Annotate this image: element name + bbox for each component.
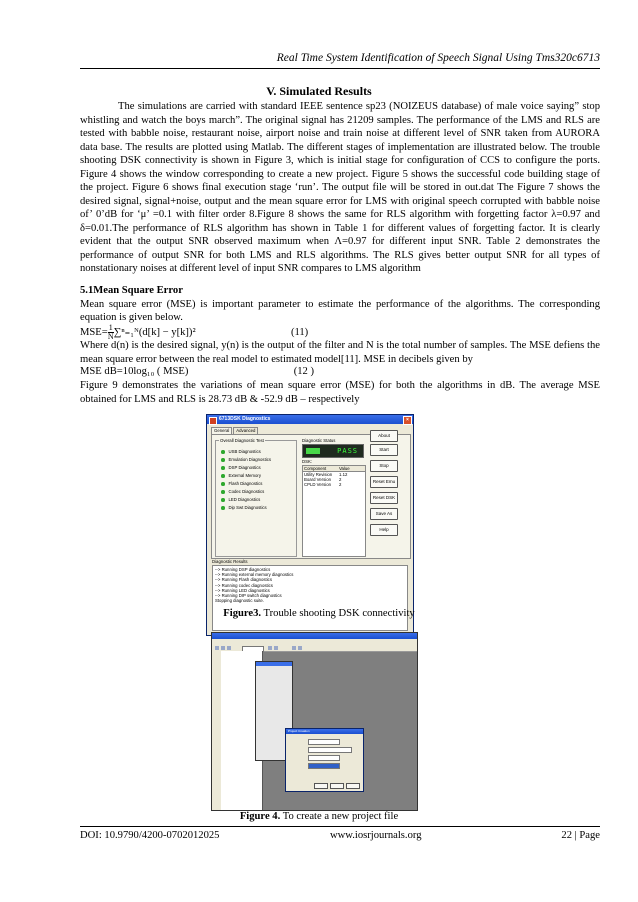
diag-item [221,481,262,486]
tab-general[interactable]: General [211,427,232,435]
toolbar-icon[interactable] [292,646,296,650]
status-progress-bar [306,448,320,454]
table-cell: Utility Revision [304,472,333,477]
status-led-icon [221,498,225,502]
table-cell: 2 [339,477,342,482]
figure-3-caption-text: Trouble shooting DSK connectivity [263,608,415,619]
status-led-icon [221,474,225,478]
eq1-numerator: 1 [108,323,113,332]
fig3-tabs [211,427,259,434]
footer-doi: DOI: 10.9790/4200-0702012025 [80,830,220,841]
dialog-titlebar: Project Creation [286,729,363,734]
help-button[interactable] [346,783,360,789]
eq1-body: ∑ⁿ₌₁ᴺ(d[k] − y[k])² [113,326,196,338]
table-row [303,482,365,487]
diag-item [221,465,261,470]
paragraph-1 [80,100,600,276]
figure-4-caption-label: Figure 4. [239,811,281,822]
stop-button[interactable]: Stop [370,460,398,472]
overall-test-label: Overall Diagnostic Test [220,438,264,443]
close-icon[interactable]: × [403,416,412,425]
reset-dsk-button[interactable]: Reset DSK [370,492,398,504]
status-led-icon [221,466,225,470]
about-button[interactable]: About [370,430,398,442]
paragraph-2-text: Mean square error (MSE) is important parameter to estimate the performance of the algorithms. The corresponding equation is given below. [80,298,600,323]
log-line: --> Running DIP switch diagnostics [215,593,282,599]
eq2-text: MSE dB=10log₁₀ ( MSE) [80,366,189,377]
fig3-window-title: 6713DSK Diagnostics [219,416,271,422]
status-led-icon [221,482,225,486]
toolbar-icon[interactable] [215,646,219,650]
diag-item [221,473,261,478]
header-rule [80,68,600,69]
diag-label: Flash Diagnostics [228,481,263,486]
fig3-general-panel [211,434,411,559]
table-cell: Board Version [304,477,331,482]
diag-label: External Memory [228,473,261,478]
diag-item [221,489,264,494]
log-line: --> Running Flash diagnostics [215,577,272,583]
footer-page: 22 | Page [561,830,600,841]
table-cell: 2 [339,482,342,487]
log-line: --> Running codec diagnostics [215,582,273,588]
paragraph-4 [80,379,600,406]
tab-advanced[interactable]: Advanced [233,427,258,435]
target-select[interactable] [308,763,340,769]
paragraph-2 [80,284,600,325]
subsection-title: 5.1Mean Square Error [80,285,183,296]
diag-label: USB Diagnostics [228,449,261,454]
diag-label: DSP Diagnostics [228,465,261,470]
figure-3-diagnostics-window [206,414,414,636]
diag-label: LED Diagnostics [228,497,261,502]
eq1-number: (11) [290,326,309,338]
diag-label: Codec Diagnostics [228,489,265,494]
toolbar-icon[interactable] [227,646,231,650]
footer-site: www.iosrjournals.org [330,830,422,841]
diag-item [221,497,260,502]
app-icon [209,417,217,425]
equation-12 [80,366,314,377]
project-creation-dialog [285,728,364,792]
figure-4-ccs-window [211,632,418,811]
figure-3-caption-label: Figure3. [223,608,262,619]
diag-item [221,457,271,462]
status-value: PASS [337,447,358,455]
log-line: --> Running LED diagnostics [215,587,270,593]
running-header: Real Time System Identification of Speech Signal Using Tms320c6713 [276,52,600,64]
figure-4-caption [0,811,638,822]
status-label: Diagnostic Status [302,438,336,443]
col-header-value: Value [339,466,350,471]
start-button[interactable]: Start [370,444,398,456]
log-line: Stopping diagnostic suite. [215,598,264,604]
col-header-component: Component [304,466,327,471]
results-label: Diagnostic Results [212,559,248,564]
save-as-button[interactable]: Save As [370,508,398,520]
footer-rule [80,826,600,827]
location-field[interactable] [308,747,352,753]
overall-test-group [215,440,297,557]
cancel-button[interactable] [330,783,344,789]
toolbar-icon[interactable] [298,646,302,650]
eq1-denominator: N [107,332,114,341]
figure-4-caption-text: To create a new project file [282,811,399,822]
help-button[interactable]: Help [370,524,398,536]
toolbar-icon[interactable] [274,646,278,650]
status-led-icon [221,506,225,510]
paragraph-1-text: The simulations are carried with standard IEEE sentence sp23 (NOIZEUS database) of male voice saying” stop whistling and watch the boys march”. The original signal has 21209 samples. The performance of the LMS and RLS are tested with babble noise, restaurant noise, airport noise and train noise at different level of SNR taken from AURORA data base. The results are plotted using Matlab. The different stages of implementation are illustrated below. The trouble shooting DSK connectivity is shown in Figure 3, which is initial stage for configuration of CCS to configure the ports. Figure 4 shows the window corresponding to create a new project. Figure 5 shows the successful code building stage of the project. Figure 6 shows final execution stage ‘run’. The output file will be stored in out.dat The Figure 7 shows the desired signal, signal+noise, output and the mean square error for LMS with original speech corrupted with babble noise of’ 0’dB for ‘μ’ =0.1 with filter order 8.Figure 8 shows the same for RLS algorithm with forgetting factor λ=0.97 and δ=0.01.The performance of RLS algorithm has shown in Table 1 for different values of forgetting factor. It is clearly evident that the output SNR observed maximum when Λ=0.97 for different input SNR. Table 2 demonstrates the performance of output SNR for both LMS and RLS algorithms. The RLS gives better output SNR for all types of nonstationary noises at different level of input SNR compares to LMS algorithm [80,101,600,274]
paragraph-3-text: Where d(n) is the desired signal, y(n) is the output of the filter and N is the total number of samples. The MSE defiens the mean square error between the real model to estimated model[11]. MSE in decibels given by [80,340,600,365]
section-title: V. Simulated Results [266,84,372,98]
status-display [302,444,364,458]
dsk-table [302,465,366,557]
finish-button[interactable] [314,783,328,789]
log-line: --> Running DSP diagnostics [215,567,271,572]
diag-item [221,505,267,510]
eq2-number: (12 ) [293,366,315,377]
status-led-icon [221,490,225,494]
table-cell: 1.12 [339,472,348,477]
diag-item [221,449,261,454]
diag-label: Emulation Diagnostics [228,457,272,462]
log-line: --> Running external memory diagnostics [215,572,294,578]
table-cell: CPLD Version [304,482,331,487]
status-led-icon [221,458,225,462]
eq1-lhs: MSE= [80,326,108,338]
dsk-label: DSK: [302,459,313,464]
reset-emu-button[interactable]: Reset Emu [370,476,398,488]
paragraph-4-text: Figure 9 demonstrates the variations of mean square error (MSE) for both the algorithms in dB. The average MSE obtained for LMS and RLS is 28.73 dB & -52.9 dB – respectively [80,380,600,405]
project-name-field[interactable] [308,739,340,745]
results-log[interactable] [212,565,408,631]
toolbar-icon[interactable] [268,646,272,650]
project-type-select[interactable] [308,755,340,761]
toolbar-icon[interactable] [221,646,225,650]
fig3-titlebar [207,415,413,424]
diag-label: Dip Swt Diagnostics [228,505,267,510]
paragraph-3 [80,339,600,366]
status-led-icon [221,450,225,454]
inner-window-titlebar [256,662,292,666]
figure-3-caption [0,608,638,619]
